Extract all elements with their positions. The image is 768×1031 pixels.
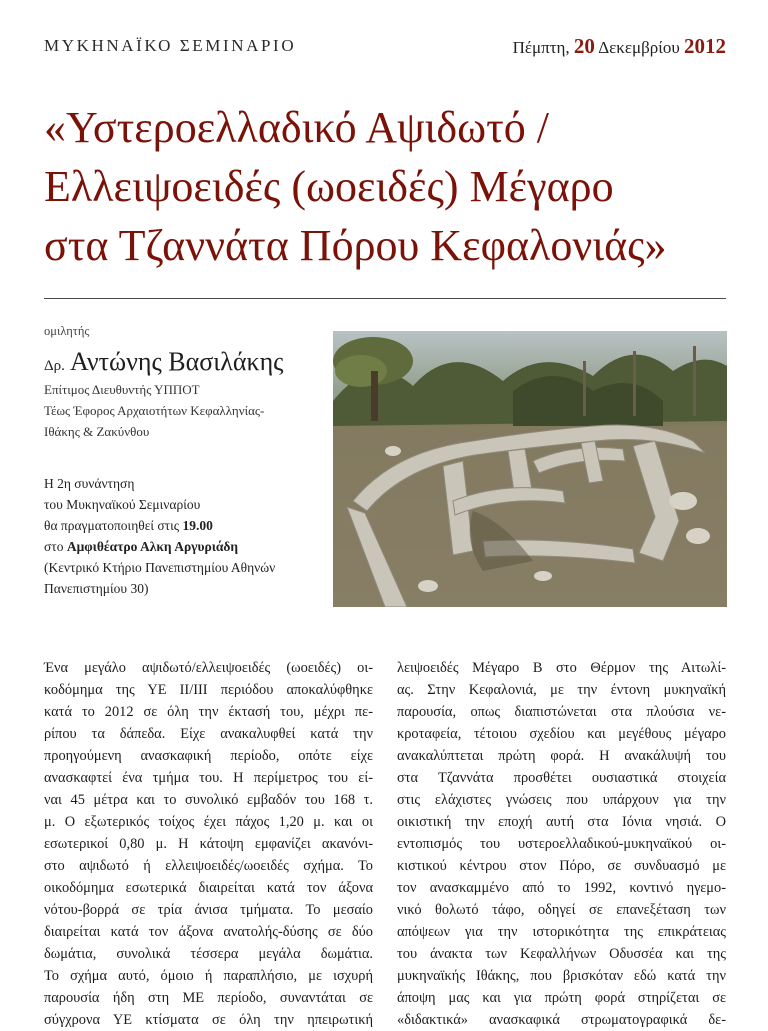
- speaker-name: [44, 347, 283, 377]
- text-line: τον ανασκαμμένο από το 1992, κοντινό ηγεμο-: [397, 880, 726, 896]
- text-line: Ένα μεγάλο αψιδωτό/ελλειψοειδές (ωοειδές) οι-: [44, 660, 373, 676]
- text-line: απόψεων για την ιστορικότητα της επικράτειας: [397, 924, 726, 940]
- text-line: κροταφεία, τέτοιου σχεδίου και μεγέθους μέγαρο: [397, 726, 726, 742]
- meeting-time-line: θα πραγματοποιηθεί στις 19.00: [44, 518, 213, 533]
- text-line: οικοδόμημα εσωτερικά διαιρείται κατά τον άξονα: [44, 880, 373, 896]
- text-line: στις ελάχιστες γνώσεις που υπάρχουν για την: [397, 792, 726, 808]
- role-line: Επίτιμος Διευθυντής ΥΠΠΟΤ: [44, 382, 200, 397]
- body-paragraph: [44, 657, 373, 1031]
- speaker-fullname: Αντώνης Βασιλάκης: [69, 347, 284, 376]
- body-column-1: [44, 657, 373, 1031]
- title-line-3: στα Τζαννάτα Πόρου Κεφαλονιάς»: [44, 221, 667, 270]
- text-line: κοδόμημα της ΥΕ ΙΙ/ΙΙΙ περιόδου αποκαλύφθηκε: [44, 682, 373, 698]
- text-line: σύγχρονα ΥΕ κτίσματα σε όλη την ηπειρωτική: [44, 1012, 373, 1028]
- text-line: ας. Στην Κεφαλονιά, με την έντονη μυκηναϊκή: [397, 682, 726, 698]
- text-line: οικιστική την εποχή αυτή στα Ιόνια νησιά. Ο: [397, 814, 726, 830]
- meeting-line: Πανεπιστημίου 30): [44, 581, 149, 596]
- text-line: διαιρείται κατά τον άξονα ανατολής-δύσης σε δύο: [44, 924, 373, 940]
- text-line: Το σχήμα αυτό, όμοιο ή παραπλήσιο, με ισχυρή: [44, 968, 373, 984]
- text-line: εντοπισμός του υστεροελλαδικού-μυκηναϊκού οι-: [397, 836, 726, 852]
- text-line: δωμάτια, συνολικά τέσσερα μεγάλα δωμάτια.: [44, 946, 373, 962]
- text-line: νότου-βορρά σε τρία άνισα τμήματα. Το μεσαίο: [44, 902, 373, 918]
- text-line: παρουσία ήδη στη ΜΕ περίοδο, συναντάται σε: [44, 990, 373, 1006]
- excavation-photo: [333, 331, 727, 607]
- text-line: κιστικού κέντρου στον Πόρο, σε συνδυασμό με: [397, 858, 726, 874]
- lecture-title: [44, 98, 744, 275]
- meeting-line: Η 2η συνάντηση: [44, 476, 135, 491]
- text-line: «διδακτικά» ανασκαφικά στρωματογραφικά δε-: [397, 1012, 726, 1028]
- speaker-role: [44, 379, 264, 442]
- excavation-photo-icon: [333, 331, 727, 607]
- date-year: 2012: [684, 34, 726, 58]
- text-line: στο αψιδωτό ή ελλειψοειδές/ωοειδές σχήμα. Το: [44, 858, 373, 874]
- text-line: του άνακτα των Κεφαλλήνων Οδυσσέα και της: [397, 946, 726, 962]
- date-weekday: Πέμπτη,: [512, 38, 570, 57]
- text-line: άποψη μας και για πρώτη φορά στηρίζεται σε: [397, 990, 726, 1006]
- date-day: 20: [573, 34, 595, 58]
- meeting-info: [44, 473, 275, 599]
- body-column-2: [397, 657, 726, 1031]
- text-line: ναι 45 μέτρα και το συνολικό εμβαδόν του 168 τ.: [44, 792, 373, 808]
- speaker-prefix: Δρ.: [44, 358, 65, 374]
- meeting-time: 19.00: [182, 518, 213, 533]
- meeting-line: του Μυκηναϊκού Σεμιναρίου: [44, 497, 201, 512]
- text-line: μ. Ο εξωτερικός τοίχος έχει πάχος 1,20 μ. και οι: [44, 814, 373, 830]
- text-line: στα Τζαννάτα προσθέτει ουσιαστικά στοιχεία: [397, 770, 726, 786]
- body-paragraph: [397, 657, 726, 1031]
- role-line: Ιθάκης & Ζακύνθου: [44, 424, 150, 439]
- role-line: Τέως Έφορος Αρχαιοτήτων Κεφαλληνίας-: [44, 403, 265, 418]
- text-line: ρίπου τα δάπεδα. Είχε ανακαλυφθεί κατά την: [44, 726, 373, 742]
- series-title: ΜΥΚΗΝΑΪΚΟ ΣΕΜΙΝΑΡΙΟ: [44, 36, 297, 55]
- date-month: Δεκεμβρίου: [598, 38, 680, 57]
- text-line: προηγούμενη ανασκαφική περίοδο, οπότε είχε: [44, 748, 373, 764]
- event-date: [513, 34, 726, 59]
- divider: [44, 298, 726, 299]
- text-line: λειψοειδές Μέγαρο Β στο Θέρμον της Αιτωλί-: [397, 660, 726, 676]
- text-line: ανακαλύπτεται πρώτη φορά. Η ανακάλυψή του: [397, 748, 726, 764]
- text-line: ανασκαφτεί ένα τμήμα του. Η περίμετρος του εί-: [44, 770, 373, 786]
- text-line: κατά το 2012 σε όλη την έκτασή του, μέχρι πε-: [44, 704, 373, 720]
- title-line-2: Ελλειψοειδές (ωοειδές) Μέγαρο: [44, 162, 614, 211]
- speaker-label: ομιλητής: [44, 324, 90, 338]
- text-line: μυκηναϊκής Ιθάκης, που βρισκόταν εδώ κατά την: [397, 968, 726, 984]
- meeting-line: (Κεντρικό Κτήριο Πανεπιστημίου Αθηνών: [44, 560, 276, 575]
- meeting-venue: Αμφιθέατρο Αλκη Αργυριάδη: [66, 539, 239, 554]
- title-line-1: «Υστεροελλαδικό Αψιδωτό /: [44, 103, 549, 152]
- text-line: εσωτερικοί 0,80 μ. Η κάτοψη εμφανίζει ακανόνι-: [44, 836, 373, 852]
- text-line: παρουσία, οπως διαπιστώνεται στα πλούσια νε-: [397, 704, 726, 720]
- meeting-venue-line: στο Αμφιθέατρο Αλκη Αργυριάδη: [44, 539, 239, 554]
- text-line: νικό θολωτό τάφο, οδηγεί σε επανεξέταση των: [397, 902, 726, 918]
